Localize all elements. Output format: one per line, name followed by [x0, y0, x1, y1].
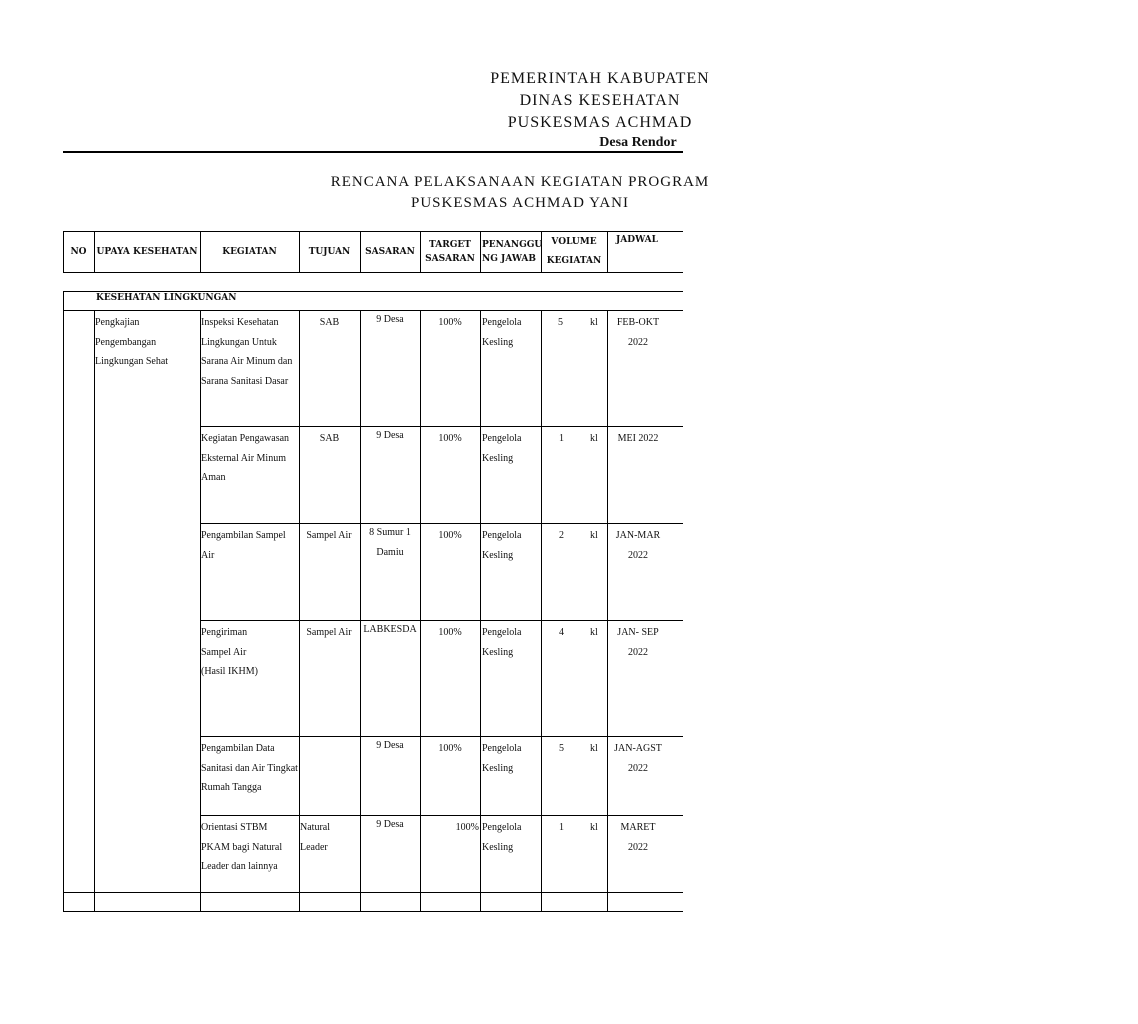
- header-department: DINAS KESEHATAN: [519, 92, 681, 109]
- volume-value: 1: [559, 822, 564, 833]
- tujuan-cell: SAB: [319, 317, 340, 328]
- column-header-penanggung-jawab: PENANGGU NG JAWAB: [482, 240, 543, 264]
- section-label: KESEHATAN LINGKUNGAN: [96, 293, 237, 303]
- sasaran-cell: 8 Sumur 1 Damiu: [369, 527, 411, 558]
- document-subtitle: PUSKESMAS ACHMAD YANI: [411, 195, 629, 211]
- upaya-kesehatan-text: Pengkajian Pengembangan Lingkungan Sehat: [95, 317, 169, 367]
- column-header-upaya: UPAYA KESEHATAN: [96, 247, 198, 257]
- header-government: PEMERINTAH KABUPATEN: [490, 70, 710, 87]
- sasaran-cell: LABKESDA: [363, 624, 417, 635]
- jadwal-cell: JAN- SEP 2022: [617, 627, 659, 658]
- target-cell: 100%: [438, 530, 462, 541]
- header-address: Desa Rendor: [599, 135, 677, 150]
- volume-value: 1: [559, 433, 564, 444]
- sasaran-cell: 9 Desa: [376, 819, 404, 830]
- kegiatan-cell: Pengiriman Sampel Air (Hasil IKHM): [201, 627, 258, 677]
- jadwal-cell: MEI 2022: [617, 433, 659, 444]
- target-cell: 100%: [438, 317, 462, 328]
- column-header-jadwal: JADWAL: [616, 235, 658, 245]
- volume-unit: kl: [590, 530, 598, 541]
- column-header-tujuan: TUJUAN: [308, 247, 351, 257]
- penanggung-jawab-cell: Pengelola Kesling: [482, 433, 522, 464]
- tujuan-cell: Sampel Air: [306, 627, 352, 638]
- penanggung-jawab-cell: Pengelola Kesling: [482, 317, 522, 348]
- sasaran-cell: 9 Desa: [376, 314, 404, 325]
- jadwal-cell: JAN-AGST 2022: [614, 743, 662, 774]
- target-cell: 100%: [438, 743, 462, 754]
- volume-unit: kl: [590, 317, 598, 328]
- document-title: RENCANA PELAKSANAAN KEGIATAN PROGRAM: [330, 174, 710, 190]
- kegiatan-cell: Pengambilan Data Sanitasi dan Air Tingkat Rumah Tangga: [201, 743, 298, 793]
- jadwal-cell: JAN-MAR 2022: [615, 530, 661, 561]
- penanggung-jawab-cell: Pengelola Kesling: [482, 530, 522, 561]
- volume-value: 2: [559, 530, 564, 541]
- volume-unit: kl: [590, 822, 598, 833]
- sasaran-cell: 9 Desa: [376, 430, 404, 441]
- kegiatan-cell: Kegiatan Pengawasan Eksternal Air Minum Aman: [201, 433, 290, 483]
- column-header-no: NO: [70, 247, 87, 257]
- kegiatan-cell: Orientasi STBM PKAM bagi Natural Leader dan lainnya: [201, 822, 283, 872]
- kegiatan-cell: Pengambilan Sampel Air: [201, 530, 286, 561]
- sasaran-cell: 9 Desa: [376, 740, 404, 751]
- column-header-sasaran: SASARAN: [365, 247, 415, 257]
- volume-value: 5: [559, 743, 564, 754]
- penanggung-jawab-cell: Pengelola Kesling: [482, 627, 522, 658]
- volume-value: 4: [559, 627, 564, 638]
- target-cell: 100%: [438, 627, 462, 638]
- kegiatan-cell: Inspeksi Kesehatan Lingkungan Untuk Sarana Air Minum dan Sarana Sanitasi Dasar: [201, 317, 293, 387]
- column-header-kegiatan: KEGIATAN: [222, 247, 277, 257]
- volume-unit: kl: [590, 433, 598, 444]
- header-puskesmas: PUSKESMAS ACHMAD: [507, 114, 693, 131]
- penanggung-jawab-cell: Pengelola Kesling: [482, 743, 522, 774]
- volume-unit: kl: [590, 627, 598, 638]
- volume-unit: kl: [590, 743, 598, 754]
- column-header-target: TARGET SASARAN: [425, 240, 475, 264]
- target-cell: 100%: [455, 822, 479, 833]
- jadwal-cell: MARET 2022: [620, 822, 656, 853]
- tujuan-cell: SAB: [319, 433, 340, 444]
- header-divider: [63, 151, 683, 153]
- target-cell: 100%: [438, 433, 462, 444]
- jadwal-cell: FEB-OKT 2022: [616, 317, 660, 348]
- volume-value: 5: [558, 317, 563, 328]
- column-header-volume: VOLUME KEGIATAN: [546, 237, 602, 266]
- tujuan-cell: Natural Leader: [300, 822, 330, 853]
- tujuan-cell: Sampel Air: [306, 530, 352, 541]
- penanggung-jawab-cell: Pengelola Kesling: [482, 822, 522, 853]
